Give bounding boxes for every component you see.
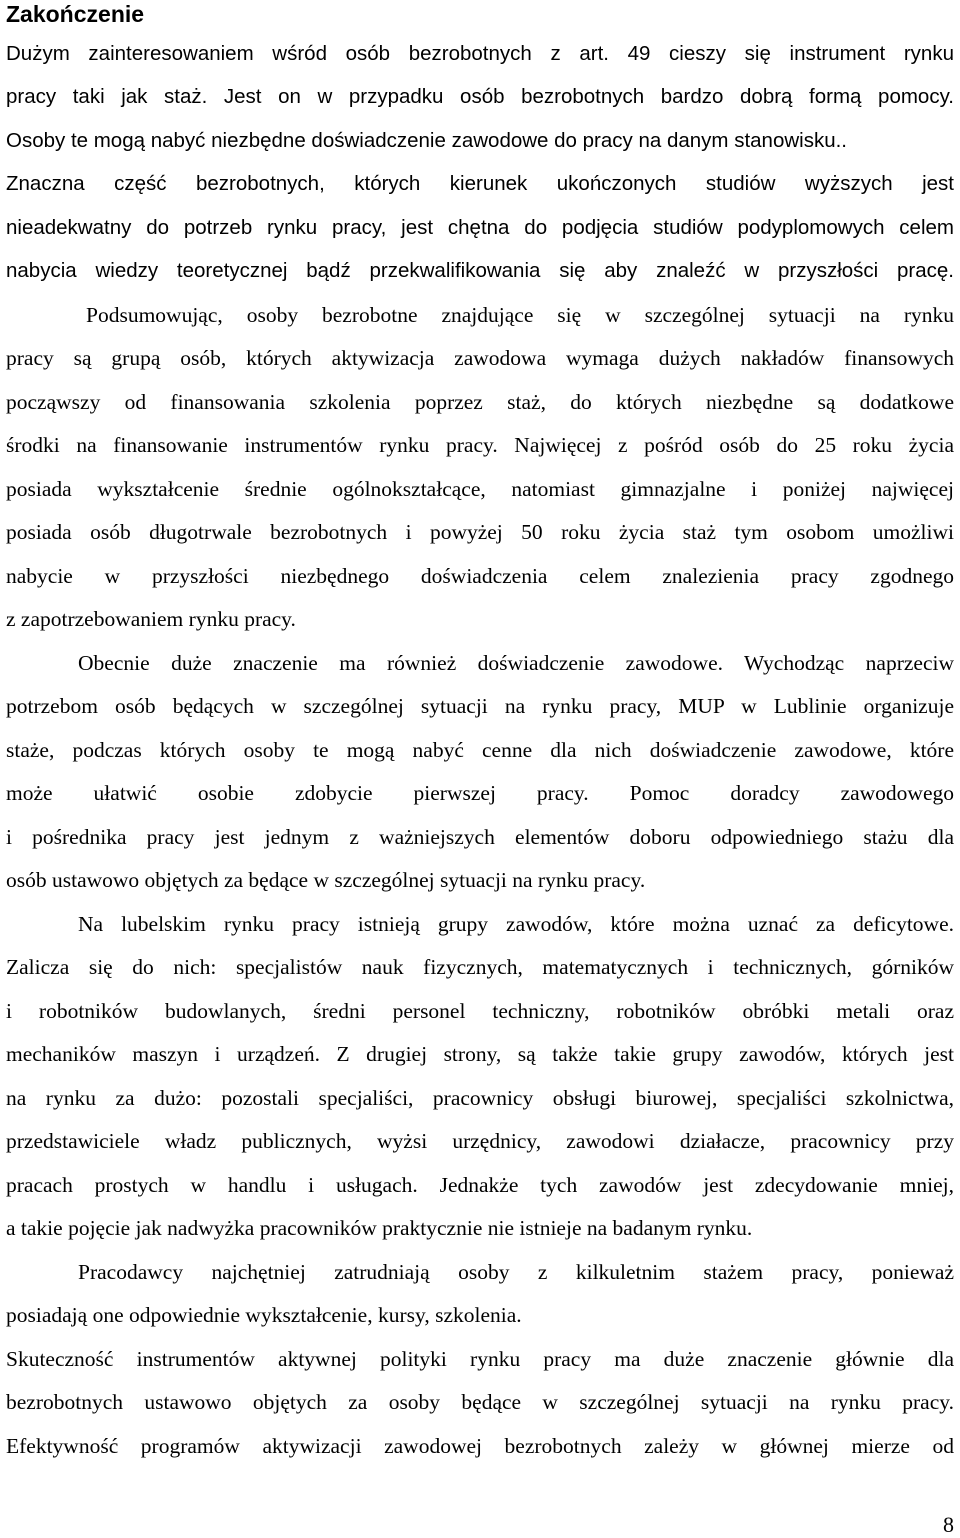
text-line: staże, podczas których osoby te mogą nabyć cenne dla nich doświadczenie zawodowe, które <box>6 738 954 762</box>
text-line: i pośrednika pracy jest jednym z ważniejszych elementów doboru odpowiedniego stażu dla <box>6 825 954 849</box>
text-line: pracy są grupą osób, których aktywizacja zawodowa wymaga dużych nakładów finansowych <box>6 346 954 370</box>
text-line: bezrobotnych ustawowo objętych za osoby będące w szczególnej sytuacji na rynku pracy. <box>6 1390 954 1414</box>
text-line: z zapotrzebowaniem rynku pracy. <box>6 607 296 631</box>
text-line: Zalicza się do nich: specjalistów nauk fizycznych, matematycznych i technicznych, górników <box>6 955 954 979</box>
text-line: posiadają one odpowiednie wykształcenie, kursy, szkolenia. <box>6 1303 522 1327</box>
text-line: Skuteczność instrumentów aktywnej polityki rynku pracy ma duże znaczenie głównie dla <box>6 1347 954 1371</box>
text-line: Dużym zainteresowaniem wśród osób bezrobotnych z art. 49 cieszy się instrument rynku <box>6 42 954 65</box>
text-line: Efektywność programów aktywizacji zawodowej bezrobotnych zależy w głównej mierze od <box>6 1434 954 1458</box>
text-line: Osoby te mogą nabyć niezbędne doświadczenie zawodowe do pracy na danym stanowisku.. <box>6 129 847 152</box>
text-line: potrzebom osób będących w szczególnej sytuacji na rynku pracy, MUP w Lublinie organizuje <box>6 694 954 718</box>
text-line: nabycia wiedzy teoretycznej bądź przekwalifikowania się aby znaleźć w przyszłości pracę. <box>6 259 954 282</box>
section-heading: Zakończenie <box>6 1 145 27</box>
text-line: środki na finansowanie instrumentów rynku pracy. Najwięcej z pośród osób do 25 roku życia <box>6 433 954 457</box>
text-line: Obecnie duże znaczenie ma również doświadczenie zawodowe. Wychodząc naprzeciw <box>78 651 954 675</box>
text-line: Znaczna część bezrobotnych, których kierunek ukończonych studiów wyższych jest <box>6 172 954 195</box>
text-line: Na lubelskim rynku pracy istnieją grupy zawodów, które można uznać za deficytowe. <box>78 912 954 936</box>
text-line: począwszy od finansowania szkolenia poprzez staż, do których niezbędne są dodatkowe <box>6 390 954 414</box>
text-line: mechaników maszyn i urządzeń. Z drugiej strony, są także takie grupy zawodów, których jest <box>6 1042 954 1066</box>
text-line: posiada osób długotrwale bezrobotnych i powyżej 50 roku życia staż tym osobom umożliwi <box>6 520 954 544</box>
text-line: pracach prostych w handlu i usługach. Jednakże tych zawodów jest zdecydowanie mniej, <box>6 1173 954 1197</box>
text-line: Podsumowując, osoby bezrobotne znajdujące się w szczególnej sytuacji na rynku <box>86 303 954 327</box>
text-line: może ułatwić osobie zdobycie pierwszej pracy. Pomoc doradcy zawodowego <box>6 781 954 805</box>
text-line: i robotników budowlanych, średni personel techniczny, robotników obróbki metali oraz <box>6 999 954 1023</box>
text-line: przedstawiciele władz publicznych, wyżsi urzędnicy, zawodowi działacze, pracownicy przy <box>6 1129 954 1153</box>
page-number: 8 <box>943 1512 954 1537</box>
text-line: posiada wykształcenie średnie ogólnokształcące, natomiast gimnazjalne i poniżej najwięcej <box>6 477 954 501</box>
text-line: pracy taki jak staż. Jest on w przypadku osób bezrobotnych bardzo dobrą formą pomocy. <box>6 85 954 108</box>
text-line: nieadekwatny do potrzeb rynku pracy, jest chętna do podjęcia studiów podyplomowych celem <box>6 216 954 239</box>
text-line: nabycie w przyszłości niezbędnego doświadczenia celem znalezienia pracy zgodnego <box>6 564 954 588</box>
text-line: osób ustawowo objętych za będące w szczególnej sytuacji na rynku pracy. <box>6 868 646 892</box>
text-line: a takie pojęcie jak nadwyżka pracowników praktycznie nie istnieje na badanym rynku. <box>6 1216 753 1240</box>
text-line: na rynku za dużo: pozostali specjaliści, pracownicy obsługi biurowej, specjaliści szkolnictwa, <box>6 1086 954 1110</box>
text-line: Pracodawcy najchętniej zatrudniają osoby z kilkuletnim stażem pracy, ponieważ <box>78 1260 954 1284</box>
